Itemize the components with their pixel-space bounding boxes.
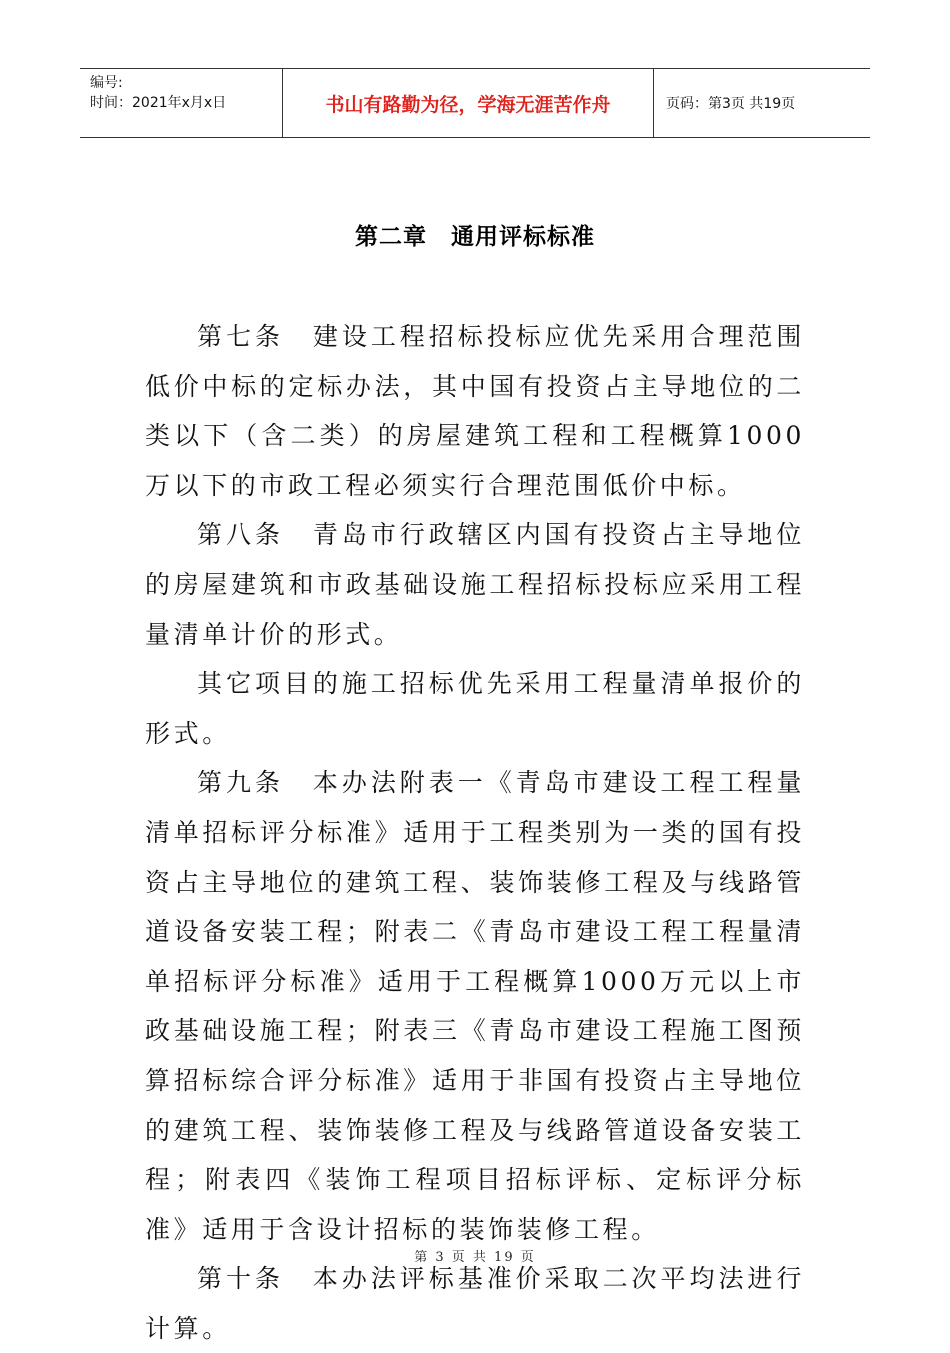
chapter-title: 第二章 通用评标标准	[355, 224, 595, 250]
header-page-info-cell	[654, 69, 870, 137]
header-page-info: 页码：第3页 共19页	[666, 96, 796, 112]
header-motto: 书山有路勤为径，学海无涯苦作舟	[325, 93, 611, 116]
paragraph-article-9: 第九条 本办法附表一《青岛市建设工程工程量清单招标评分标准》适用于工程类别为一类的国有投资占主导地位的建筑工程、装饰装修工程及与线路管道设备安装工程；附表二《青岛市建设工程工程量清单招标评分标准》适用于工程概算1000万元以上市政基础设施工程；附表三《青岛市建设工程施工图预算招标综合评分标准》适用于非国有投资占主导地位的建筑工程、装饰装修工程及与线路管道设备安装工程；附表四《装饰工程项目招标评标、定标评分标准》适用于含设计招标的装饰装修工程。	[145, 768, 805, 1244]
header-meta	[80, 69, 282, 137]
document-time-label: 时间：2021年x月x日	[90, 95, 227, 111]
paragraph-article-7: 第七条 建设工程招标投标应优先采用合理范围低价中标的定标办法，其中国有投资占主导地位的二类以下（含二类）的房屋建筑工程和工程概算1000万以下的市政工程必须实行合理范围低价中标。	[145, 322, 805, 500]
paragraph-other-projects: 其它项目的施工招标优先采用工程量清单报价的形式。	[145, 669, 805, 748]
page-footer: 第 3 页 共 19 页	[414, 1250, 536, 1265]
paragraph-article-8: 第八条 青岛市行政辖区内国有投资占主导地位的房屋建筑和市政基础设施工程招标投标应采用工程量清单计价的形式。	[145, 520, 805, 649]
page-header	[80, 68, 870, 138]
document-body	[145, 312, 805, 1353]
paragraph-article-10: 第十条 本办法评标基准价采取二次平均法进行计算。	[145, 1264, 805, 1343]
document-number-label: 编号:	[90, 75, 123, 91]
header-motto-cell	[282, 69, 654, 137]
